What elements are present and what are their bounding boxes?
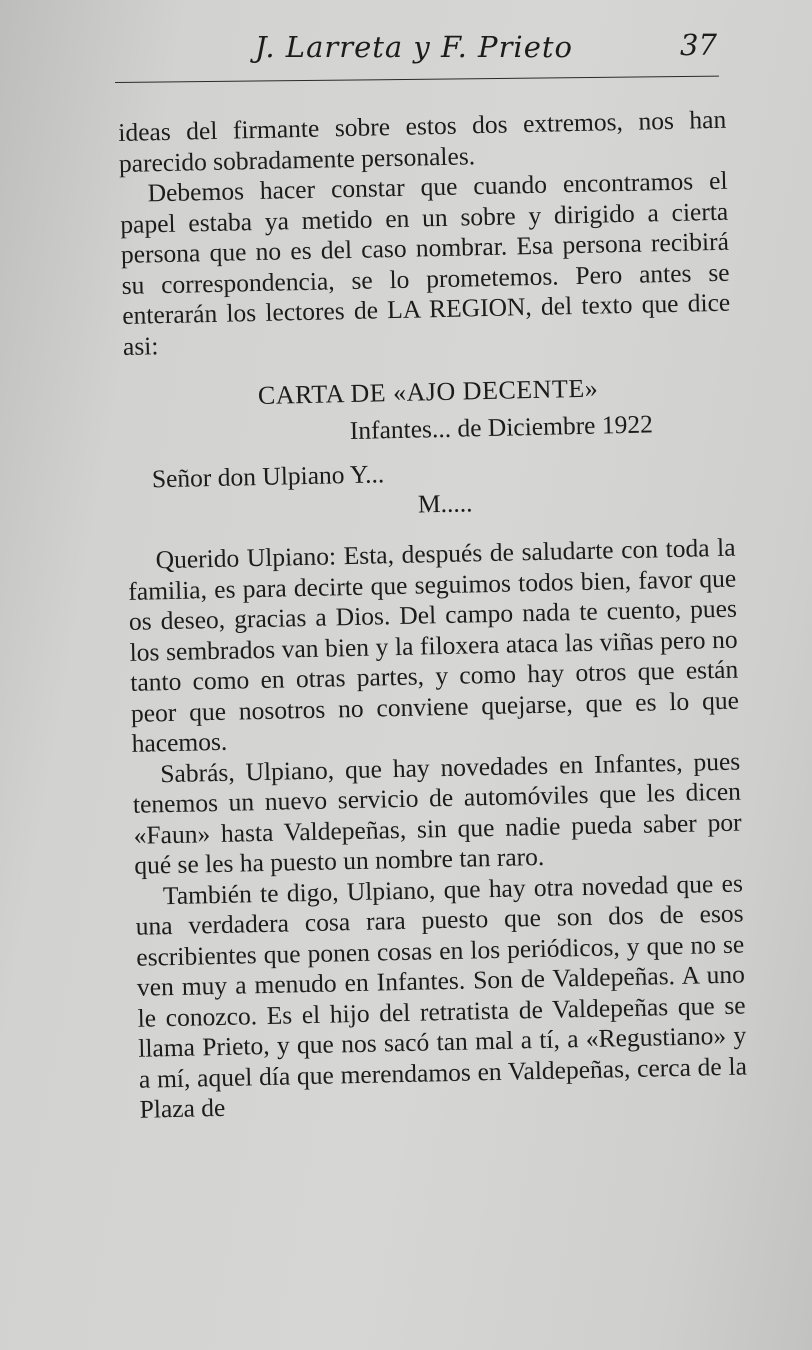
letter-paragraph: Sabrás, Ulpiano, que hay novedades en Infantes, pues tenemos un nuevo servicio de automóviles que les dicen «Faun» hasta Valdepeñas, sin que nadie pueda saber por qué se les ha puesto un nombre tan raro. [132,746,742,880]
body-text [118,105,748,1126]
letter-heading: CARTA DE «AJO DECENTE» [257,373,599,411]
header-rule [115,76,719,83]
letter-paragraph: Querido Ulpiano: Esta, después de saludarte con toda la familia, es para decirte que seguimos todos bien, favor que os deseo, gracias a Dios. Del campo nada te cuento, pues los sembrados van bien y la filoxera ataca las viñas pero no tanto como en otras partes, y como hay otros que están peor que nosotros no conviene quejarse, que es lo que hacemos. [128,532,740,758]
paragraph: Debemos hacer constar que cuando encontramos el papel estaba ya metido en un sobre y dirigido a cierta persona que no es del caso nombrar. Esa persona recibirá su correspondencia, se lo prometemos. Pero antes se enterarán los lectores de LA REGION, del texto que dice asi: [119,165,731,361]
letter-paragraph: También te digo, Ulpiano, que hay otra novedad que es una verdadera cosa rara puesto que son dos de esos escribientes que ponen cosas en los periódicos, y que no se ven muy a menudo en Infantes. Son de Valdepeñas. A uno le conozco. Es el hijo del retratista de Valdepeñas que se llama Prieto, y que nos sacó tan mal a tí, a «Regustiano» y a mí, aquel día que merendamos en Valdepeñas, cerca de la Plaza de [135,868,748,1124]
letter-salutation: Señor don Ulpiano Y... [151,459,385,494]
page-number: 37 [680,28,717,62]
letter-dateline: Infantes... de Diciembre 1922 [349,408,654,445]
letter-salutation-place: M..... [417,487,473,519]
running-head: J. Larreta y F. Prieto [255,30,573,64]
paragraph-continued: ideas del firmante sobre estos dos extremos, nos han parecido sobradamente personales. [118,104,727,178]
